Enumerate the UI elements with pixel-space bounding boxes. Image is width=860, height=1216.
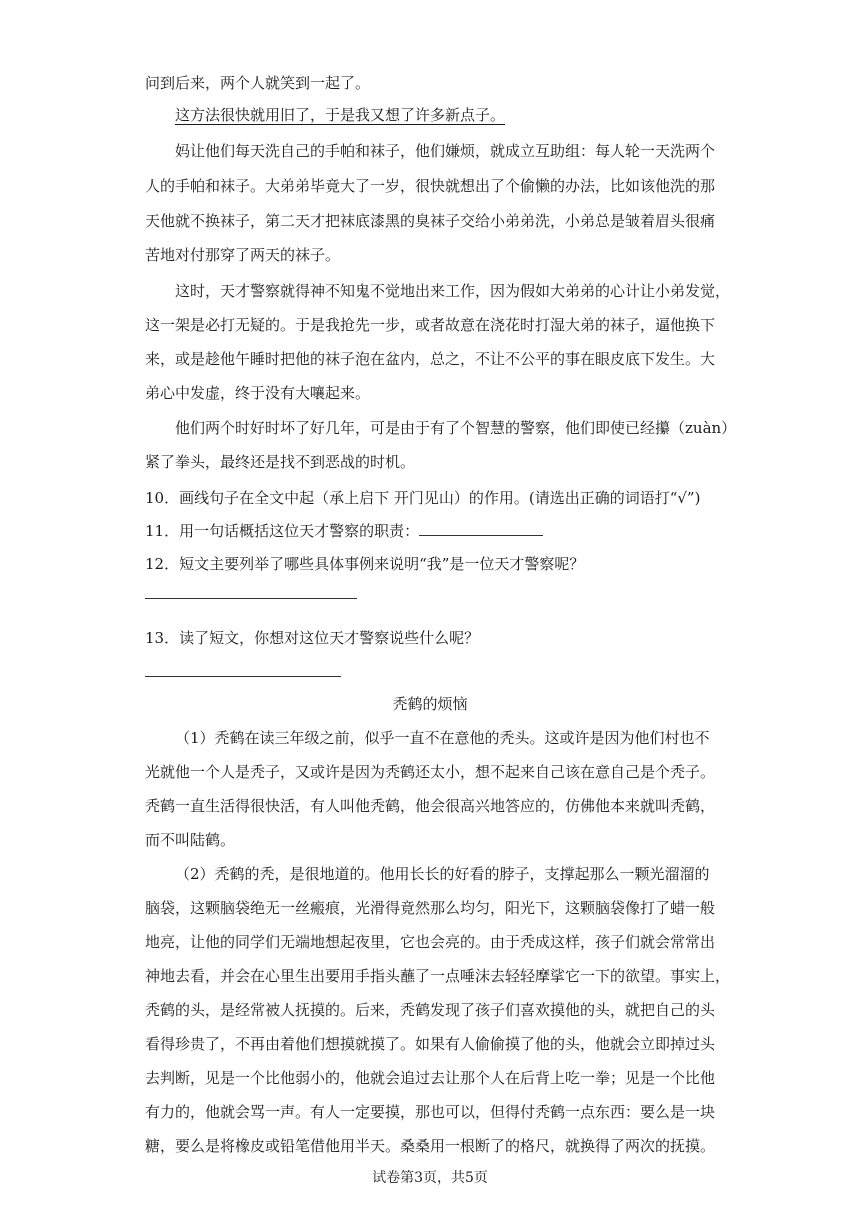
question-10: 10．画线句子在全文中起（承上启下 开门见山）的作用。(请选出正确的词语打“√”) — [145, 489, 701, 507]
passage-line: 看得珍贵了，不再由着他们想摸就摸了。如果有人偷偷摸了他的头，他就会立即掉过头 — [145, 1035, 716, 1053]
question-11 — [145, 521, 543, 541]
passage-line: 地亮，让他的同学们无端地想起夜里，它也会亮的。由于秃成这样，孩子们就会常常出 — [145, 933, 716, 951]
passage-line: 弟心中发虚，终于没有大嚷起来。 — [145, 384, 371, 402]
passage-line: 苦地对付那穿了两天的袜子。 — [145, 246, 341, 264]
passage-line: 脑袋，这颗脑袋绝无一丝瘢痕，光滑得竟然那么均匀，阳光下，这颗脑袋像打了蜡一般 — [145, 899, 716, 917]
passage-line: 人的手帕和袜子。大弟弟毕竟大了一岁，很快就想出了个偷懒的办法，比如该他洗的那 — [145, 177, 716, 195]
passage-line: 这一架是必打无疑的。于是我抢先一步，或者故意在浇花时打湿大弟的袜子，逼他换下 — [145, 316, 716, 334]
passage-line: 光就他一个人是秃子，又或许是因为秃鹤还太小，想不起来自己该在意自己是个秃子。 — [145, 763, 716, 781]
passage-line: 问到后来，两个人就笑到一起了。 — [145, 74, 371, 92]
question-12: 12．短文主要列举了哪些具体事例来说明“我”是一位天才警察呢？ — [145, 555, 585, 573]
passage-line: 紧了拳头，最终还是找不到恶战的时机。 — [145, 453, 416, 471]
passage-line: 有力的，他就会骂一声。有人一定要摸，那也可以，但得付秃鹤一点东西：要么是一块 — [145, 1103, 716, 1121]
question-13: 13．读了短文，你想对这位天才警察说些什么呢？ — [145, 629, 480, 647]
page-footer: 试卷第3页，共5页 — [372, 1170, 488, 1186]
answer-line-12[interactable] — [145, 598, 357, 599]
question-11-text: 11．用一句话概括这位天才警察的职责： — [145, 522, 420, 540]
passage-line: 去判断，见是一个比他弱小的，他就会追过去让那个人在后背上吃一拳；见是一个比他 — [145, 1069, 716, 1087]
passage-line: 他们两个时好时坏了好几年，可是由于有了个智慧的警察，他们即使已经攥（zuàn） — [175, 419, 737, 437]
passage-line: 天他就不换袜子，第二天才把袜底漆黑的臭袜子交给小弟弟洗，小弟总是皱着眉头很痛 — [145, 212, 716, 230]
passage-line: 秃鹤的头，是经常被人抚摸的。后来，秃鹤发现了孩子们喜欢摸他的头，就把自己的头 — [145, 1001, 716, 1019]
passage-title: 秃鹤的烦恼 — [392, 695, 468, 713]
passage-line: 而不叫陆鹤。 — [145, 831, 236, 849]
passage-line: 神地去看，并会在心里生出要用手指头蘸了一点唾沫去轻轻摩挲它一下的欲望。事实上， — [145, 967, 731, 985]
passage-line: （2）秃鹤的秃，是很地道的。他用长长的好看的脖子，支撑起那么一颗光溜溜的 — [175, 865, 710, 883]
answer-line-13[interactable] — [145, 676, 341, 677]
passage-line: 来，或是趁他午睡时把他的袜子泡在盆内，总之，不让不公平的事在眼皮底下发生。大 — [145, 350, 716, 368]
passage-line: 这时，天才警察就得神不知鬼不觉地出来工作，因为假如大弟弟的心计让小弟发觉， — [175, 282, 731, 300]
passage-line: （1）秃鹤在读三年级之前，似乎一直不在意他的秃头。这或许是因为他们村也不 — [175, 729, 710, 747]
passage-line: 秃鹤一直生活得很快活，有人叫他秃鹤，他会很高兴地答应的，仿佛他本来就叫秃鹤， — [145, 797, 716, 815]
underlined-sentence: 这方法很快就用旧了，于是我又想了许多新点子。 — [175, 106, 506, 124]
passage-line: 糖，要么是将橡皮或铅笔借他用半天。桑桑用一根断了的格尺，就换得了两次的抚摸。 — [145, 1137, 716, 1155]
answer-blank-11[interactable] — [419, 521, 543, 536]
passage-line: 妈让他们每天洗自己的手帕和袜子，他们嫌烦，就成立互助组：每人轮一天洗两个 — [175, 142, 716, 160]
